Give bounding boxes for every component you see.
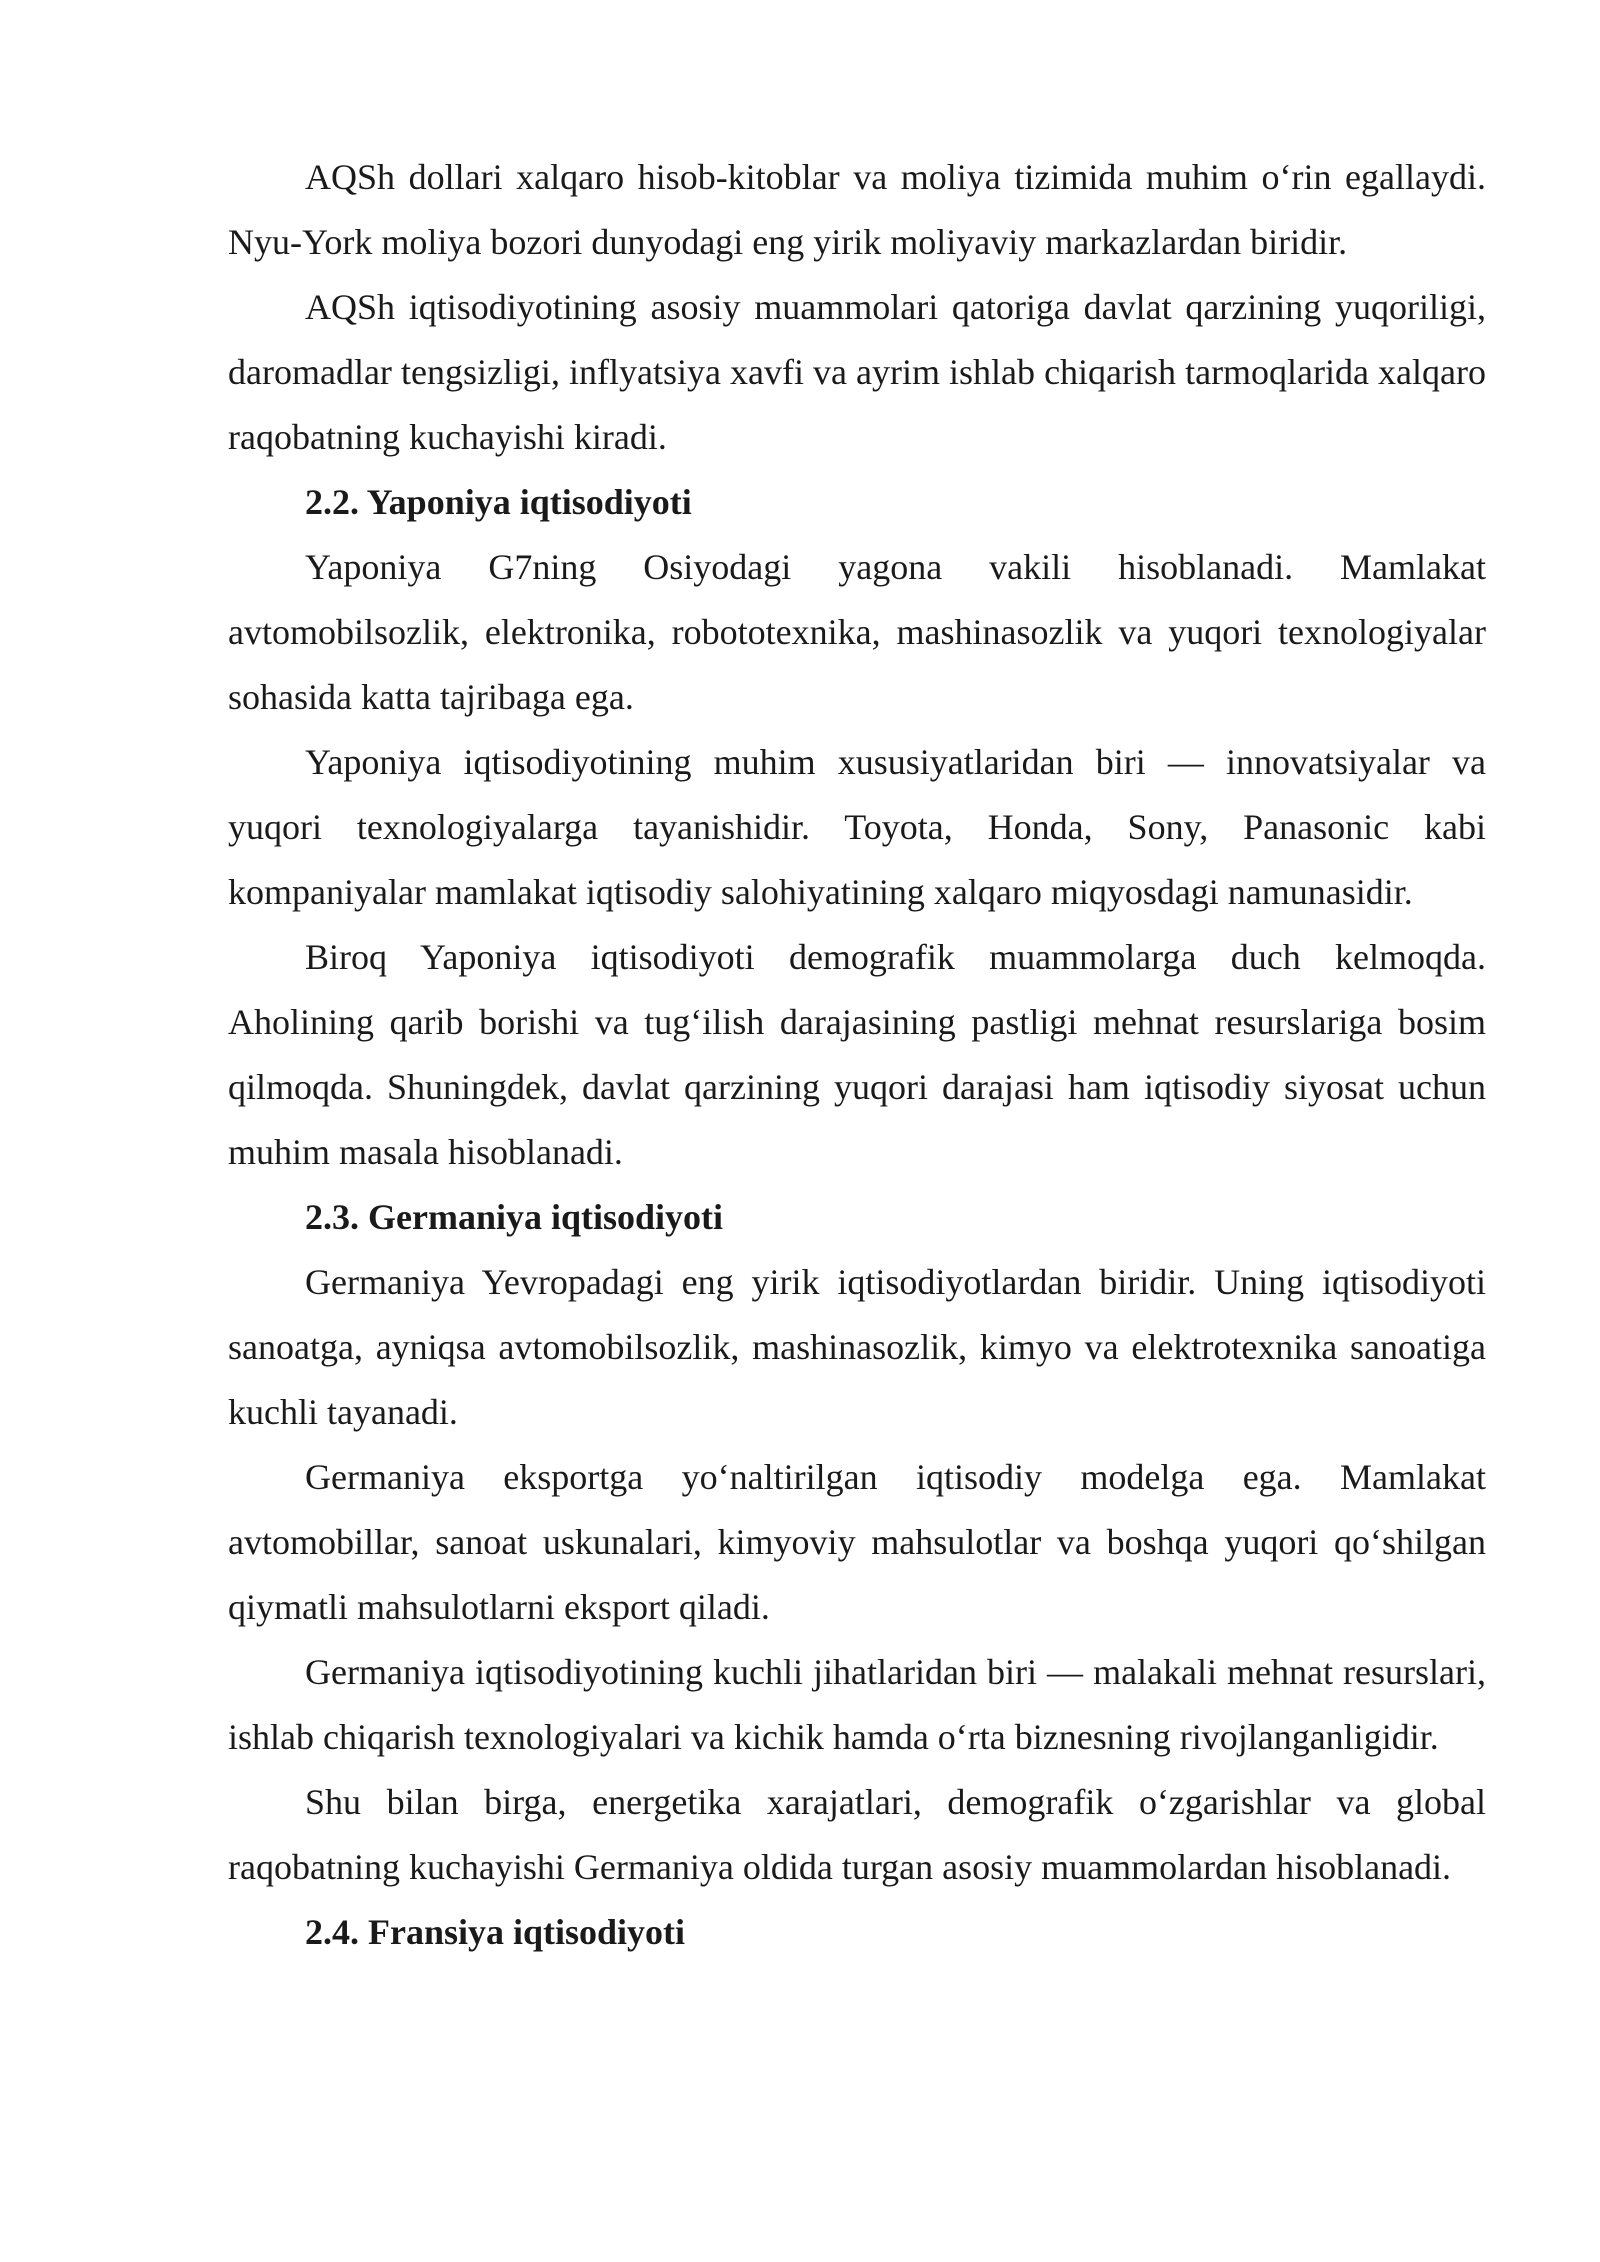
paragraph-germany-strengths: Germaniya iqtisodiyotining kuchli jihatlaridan biri — malakali mehnat resurslari, ishlab chiqarish texnologiyalari va kichik hamda o‘rta biznesning rivojlanganligidir. — [228, 1652, 1486, 1757]
paragraph-germany-problems: Shu bilan birga, energetika xarajatlari, demografik o‘zgarishlar va global raqobatning kuchayishi Germaniya oldida turgan asosiy muammolardan hisoblanadi. — [228, 1782, 1486, 1887]
paragraph-germany-industry: Germaniya Yevropadagi eng yirik iqtisodiyotlardan biridir. Uning iqtisodiyoti sanoatga, ayniqsa avtomobilsozlik, mashinasozlik, kimyo va elektrotexnika sanoatiga kuchli tayanadi. — [228, 1262, 1486, 1432]
paragraph-germany-export: Germaniya eksportga yo‘naltirilgan iqtisodiy modelga ega. Mamlakat avtomobillar, sanoat uskunalari, kimyoviy mahsulotlar va boshqa yuqori qo‘shilgan qiymatli mahsulotlarni eksport qiladi. — [228, 1457, 1486, 1627]
paragraph-japan-demography: Biroq Yaponiya iqtisodiyoti demografik muammolarga duch kelmoqda. Aholining qarib borishi va tug‘ilish darajasining pastligi mehnat resurslariga bosim qilmoqda. Shuningdek, davlat qarzining yuqori darajasi ham iqtisodiy siyosat uchun muhim masala hisoblanadi. — [228, 937, 1486, 1172]
paragraph-japan-g7: Yaponiya G7ning Osiyodagi yagona vakili hisoblanadi. Mamlakat avtomobilsozlik, elektronika, robototexnika, mashinasozlik va yuqori texnologiyalar sohasida katta tajribaga ega. — [228, 547, 1486, 717]
paragraph-usa-problems: AQSh iqtisodiyotining asosiy muammolari qatoriga davlat qarzining yuqoriligi, daromadlar tengsizligi, inflyatsiya xavfi va ayrim ishlab chiqarish tarmoqlarida xalqaro raqobatning kuchayishi kiradi. — [228, 287, 1486, 457]
document-page — [228, 145, 1486, 1965]
paragraph-usd-finance: AQSh dollari xalqaro hisob-kitoblar va moliya tizimida muhim o‘rin egallaydi. Nyu-York moliya bozori dunyodagi eng yirik moliyaviy markazlardan biridir. — [228, 157, 1486, 262]
section-heading-france: 2.4. Fransiya iqtisodiyoti — [305, 1912, 686, 1952]
paragraph-japan-innovation: Yaponiya iqtisodiyotining muhim xususiyatlaridan biri — innovatsiyalar va yuqori texnologiyalarga tayanishidir. Toyota, Honda, Sony, Panasonic kabi kompaniyalar mamlakat iqtisodiy salohiyatining xalqaro miqyosdagi namunasidir. — [228, 742, 1486, 912]
section-heading-germany: 2.3. Germaniya iqtisodiyoti — [305, 1197, 724, 1237]
section-heading-japan: 2.2. Yaponiya iqtisodiyoti — [305, 482, 692, 522]
